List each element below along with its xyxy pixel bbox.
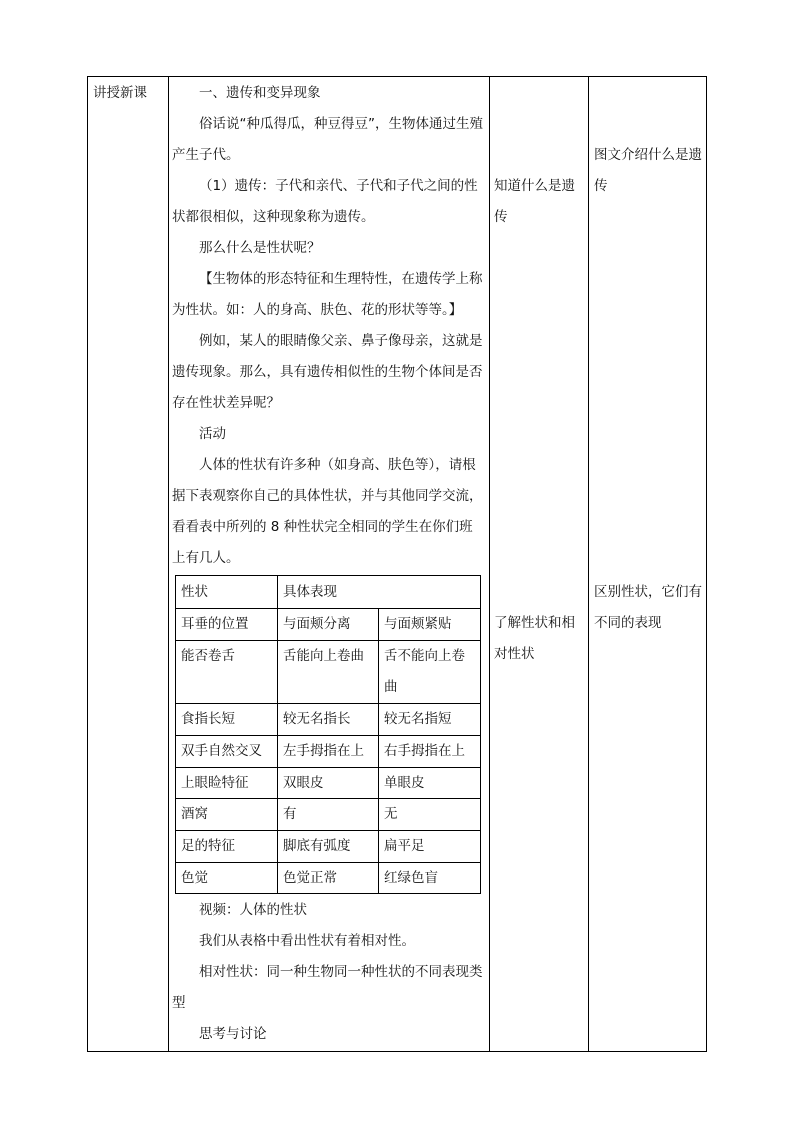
table-cell: 双眼皮 [283,775,324,791]
table-cell: 较无名指短 [384,711,452,727]
column-divider [588,77,589,1051]
main-content-top [172,78,484,574]
table-cell: 扁平足 [384,838,425,854]
table-cell: 无 [384,806,398,822]
paragraph: 相对性状：同一种生物同一种性状的不同表现类型 [172,964,483,1011]
student-note: 了解性状和相对性状 [494,615,575,662]
table-cell: 双手自然交叉 [181,743,262,759]
table-header: 性状 [181,584,208,600]
table-cell: 单眼皮 [384,775,425,791]
table-col-line [378,608,379,893]
table-cell: 上眼睑特征 [181,775,249,791]
lesson-plan-table [87,76,707,1052]
design-note: 区别性状，它们有不同的表现 [594,584,702,631]
table-cell: 食指长短 [181,711,235,727]
row-label: 讲授新课 [93,85,147,101]
table-cell: 舌不能向上卷曲 [384,648,465,695]
paragraph: 俗话说“种瓜得瓜，种豆得豆”，生物体通过生殖产生子代。 [172,116,483,163]
paragraph: （1）遗传：子代和亲代、子代和子代之间的性状都很相似，这种现象称为遗传。 [172,178,478,225]
table-cell: 舌能向上卷曲 [283,648,364,664]
table-cell: 足的特征 [181,838,235,854]
column-divider [168,77,169,1051]
table-header: 具体表现 [283,584,337,600]
table-cell: 耳垂的位置 [181,616,249,632]
paragraph: 视频：人体的性状 [199,902,307,918]
table-cell: 酒窝 [181,806,208,822]
table-cell: 较无名指长 [283,711,351,727]
table-cell: 有 [283,806,297,822]
table-cell: 与面颊分离 [283,616,351,632]
design-note: 图文介绍什么是遗传 [594,147,702,194]
table-cell: 与面颊紧贴 [384,616,452,632]
table-cell: 色觉 [181,870,208,886]
paragraph: 活动 [199,426,226,442]
table-cell: 色觉正常 [283,870,337,886]
paragraph: 人体的性状有许多种（如身高、肤色等），请根据下表观察你自己的具体性状，并与其他同学交流，看看表中所列的 8 种性状完全相同的学生在你们班上有几人。 [172,457,483,566]
table-cell: 右手拇指在上 [384,743,465,759]
table-cell: 能否卷舌 [181,648,235,664]
table-cell: 左手拇指在上 [283,743,364,759]
column-divider [489,77,490,1051]
table-cell: 红绿色盲 [384,870,438,886]
paragraph: 思考与讨论 [199,1026,267,1042]
trait-table [175,575,481,894]
section-heading: 一、遗传和变异现象 [199,85,321,101]
paragraph: 那么什么是性状呢？ [199,240,321,256]
paragraph: 【生物体的形态特征和生理特性，在遗传学上称为性状。如：人的身高、肤色、花的形状等等。】 [172,271,483,318]
main-content-bottom [172,895,484,1050]
paragraph: 例如，某人的眼睛像父亲、鼻子像母亲，这就是遗传现象。那么，具有遗传相似性的生物个体间是否存在性状差异呢？ [172,333,483,411]
paragraph: 我们从表格中看出性状有着相对性。 [199,933,415,949]
student-note: 知道什么是遗传 [494,178,575,225]
table-cell: 脚底有弧度 [283,838,351,854]
